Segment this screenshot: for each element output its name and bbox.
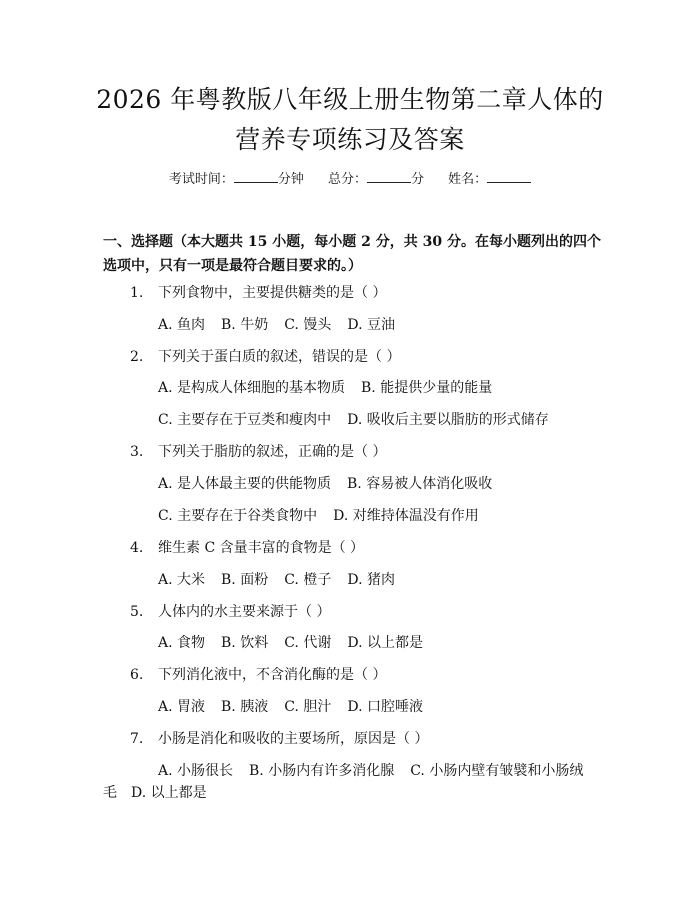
option-c[interactable]: C. 橙子 [284, 572, 332, 588]
question-text: 小肠是消化和吸收的主要场所，原因是（ ） [158, 731, 429, 747]
question-1-options [158, 314, 411, 334]
option-a[interactable]: A. 小肠很长 [158, 763, 234, 779]
exam-time-unit: 分钟 [277, 172, 304, 187]
option-c[interactable]: C. 主要存在于豆类和瘦肉中 [158, 412, 332, 428]
option-b[interactable]: B. 能提供少量的能量 [361, 380, 493, 396]
option-b[interactable]: B. 牛奶 [221, 317, 269, 333]
option-c[interactable]: C. 代谢 [284, 635, 332, 651]
option-c[interactable]: C. 馒头 [284, 317, 332, 333]
option-d[interactable]: D. 豆油 [347, 317, 395, 333]
option-a[interactable]: A. 大米 [158, 572, 206, 588]
question-text: 维生素 C 含量丰富的食物是（ ） [158, 540, 365, 556]
question-7-options-row2 [103, 782, 207, 802]
total-score [328, 172, 424, 187]
question-3-options-row2 [158, 505, 495, 525]
question-5 [130, 601, 330, 621]
question-number: 6. [130, 667, 144, 683]
option-d[interactable]: D. 以上都是 [347, 635, 423, 651]
question-4 [130, 537, 364, 557]
option-c[interactable]: C. 主要存在于谷类食物中 [158, 508, 318, 524]
question-text: 人体内的水主要来源于（ ） [158, 604, 331, 620]
question-number: 4. [130, 540, 144, 556]
question-7 [130, 728, 428, 748]
option-a[interactable]: A. 鱼肉 [158, 317, 206, 333]
section-heading-choice: 一、选择题（本大题共 15 小题，每小题 2 分，共 30 分。在每小题列出的四个选项中，只有一项是最符合题目要求的。） [103, 234, 601, 274]
question-text: 下列关于蛋白质的叙述，错误的是（ ） [158, 349, 401, 365]
option-a[interactable]: A. 是构成人体细胞的基本物质 [158, 380, 346, 396]
option-b[interactable]: B. 面粉 [221, 572, 269, 588]
question-number: 1. [130, 285, 144, 301]
question-4-options [158, 569, 411, 589]
question-2-options-row1 [158, 377, 508, 397]
total-score-unit: 分 [411, 172, 425, 187]
exam-time-label: 考试时间： [168, 172, 234, 187]
question-number: 2. [130, 349, 144, 365]
option-c[interactable]: C. 胆汁 [284, 699, 332, 715]
question-number: 5. [130, 604, 144, 620]
exam-time-blank[interactable] [234, 170, 278, 183]
question-7-options-row1 [158, 760, 583, 780]
option-b[interactable]: B. 胰液 [221, 699, 269, 715]
question-text: 下列食物中，主要提供糖类的是（ ） [158, 285, 387, 301]
question-5-options [158, 632, 439, 652]
option-a[interactable]: A. 食物 [158, 635, 206, 651]
page-title-line1: 2026 年粤教版八年级上册生物第二章人体的 [96, 85, 604, 114]
exam-time [169, 172, 304, 187]
question-1 [130, 282, 386, 302]
option-d[interactable]: D. 对维持体温没有作用 [333, 508, 479, 524]
question-number: 7. [130, 731, 144, 747]
total-score-label: 总分： [327, 172, 367, 187]
option-d[interactable]: D. 吸收后主要以脂肪的形式储存 [347, 412, 549, 428]
option-d[interactable]: D. 以上都是 [131, 785, 207, 801]
question-3 [130, 441, 386, 461]
exam-info [0, 168, 700, 187]
question-2-options-row2 [158, 409, 565, 429]
student-name [448, 172, 531, 187]
option-c-continuation[interactable]: 毛 [103, 785, 117, 801]
total-score-blank[interactable] [367, 170, 411, 183]
question-2 [130, 346, 400, 366]
student-name-label: 姓名： [448, 172, 488, 187]
question-number: 3. [130, 444, 144, 460]
student-name-blank[interactable] [487, 170, 531, 183]
option-b[interactable]: B. 容易被人体消化吸收 [347, 476, 493, 492]
question-text: 下列关于脂肪的叙述，正确的是（ ） [158, 444, 387, 460]
option-b[interactable]: B. 小肠内有许多消化腺 [249, 763, 395, 779]
question-text: 下列消化液中，不含消化酶的是（ ） [158, 667, 387, 683]
question-6 [130, 664, 386, 684]
option-a[interactable]: A. 是人体最主要的供能物质 [158, 476, 332, 492]
page-title-line2: 营养专项练习及答案 [235, 125, 465, 154]
option-d[interactable]: D. 口腔唾液 [347, 699, 423, 715]
option-d[interactable]: D. 猪肉 [347, 572, 395, 588]
question-3-options-row1 [158, 473, 508, 493]
option-c[interactable]: C. 小肠内壁有皱襞和小肠绒 [410, 763, 584, 779]
option-b[interactable]: B. 饮料 [221, 635, 269, 651]
question-6-options [158, 696, 439, 716]
option-a[interactable]: A. 胃液 [158, 699, 206, 715]
